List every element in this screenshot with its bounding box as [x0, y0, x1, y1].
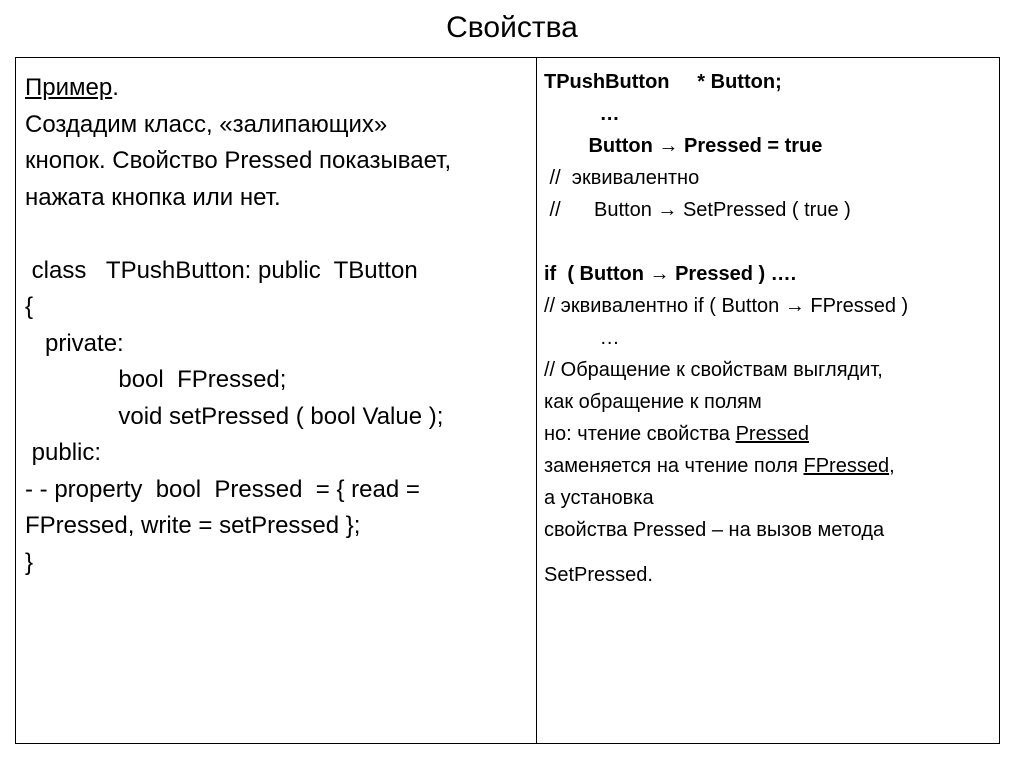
code-line: private: — [25, 329, 124, 357]
pressed-underlined: Pressed — [735, 423, 809, 445]
text-span: но: чтение свойства — [544, 423, 736, 445]
comment-line: // Button → SetPressed ( true ) — [544, 199, 851, 221]
column-divider — [536, 57, 537, 744]
example-heading-suffix: . — [112, 74, 119, 101]
right-cell — [544, 66, 996, 591]
text-line: как обращение к полям — [544, 391, 762, 413]
comment-line: // эквивалентно — [544, 167, 700, 189]
text-line: свойства Pressed – на вызов метода — [544, 519, 885, 541]
code-line: } — [25, 548, 34, 576]
text-line — [544, 418, 996, 450]
code-line: FPressed, write = setPressed }; — [25, 512, 361, 539]
code-line: { — [25, 293, 34, 320]
fpressed-underlined: FPressed — [803, 455, 890, 477]
text-line: SetPressed. — [544, 564, 653, 586]
if-line: if ( Button → Pressed ) …. — [544, 263, 797, 285]
text-line: а установка — [544, 487, 654, 509]
text-line — [544, 450, 996, 482]
intro-line: нажата кнопка или нет. — [25, 183, 281, 211]
text-span: заменяется на чтение поля — [544, 455, 804, 477]
slide-title: Свойства — [446, 11, 578, 44]
example-heading: Пример — [25, 74, 113, 101]
left-cell — [25, 70, 525, 581]
code-line: - - property bool Pressed = { read = — [25, 475, 420, 503]
code-line: bool FPressed; — [25, 366, 287, 393]
example-heading-line — [25, 70, 525, 107]
intro-line: кнопок. Свойство Pressed показывает, — [25, 147, 452, 174]
declaration-line: TPushButton * Button; — [544, 71, 782, 93]
comment-line: // эквивалентно if ( Button → FPressed ) — [544, 295, 909, 317]
ellipsis-line: … — [544, 327, 620, 349]
comment-line: // Обращение к свойствам выглядит, — [544, 359, 883, 381]
code-line: class TPushButton: public TButton — [25, 256, 418, 284]
intro-line: Создадим класс, «залипающих» — [25, 110, 388, 138]
code-line: void setPressed ( bool Value ); — [25, 402, 444, 430]
assignment-line: Button → Pressed = true — [544, 135, 823, 157]
ellipsis-line: … — [544, 103, 620, 125]
blank-line — [25, 216, 525, 253]
text-span: , — [889, 455, 895, 477]
code-line: public: — [25, 439, 102, 466]
